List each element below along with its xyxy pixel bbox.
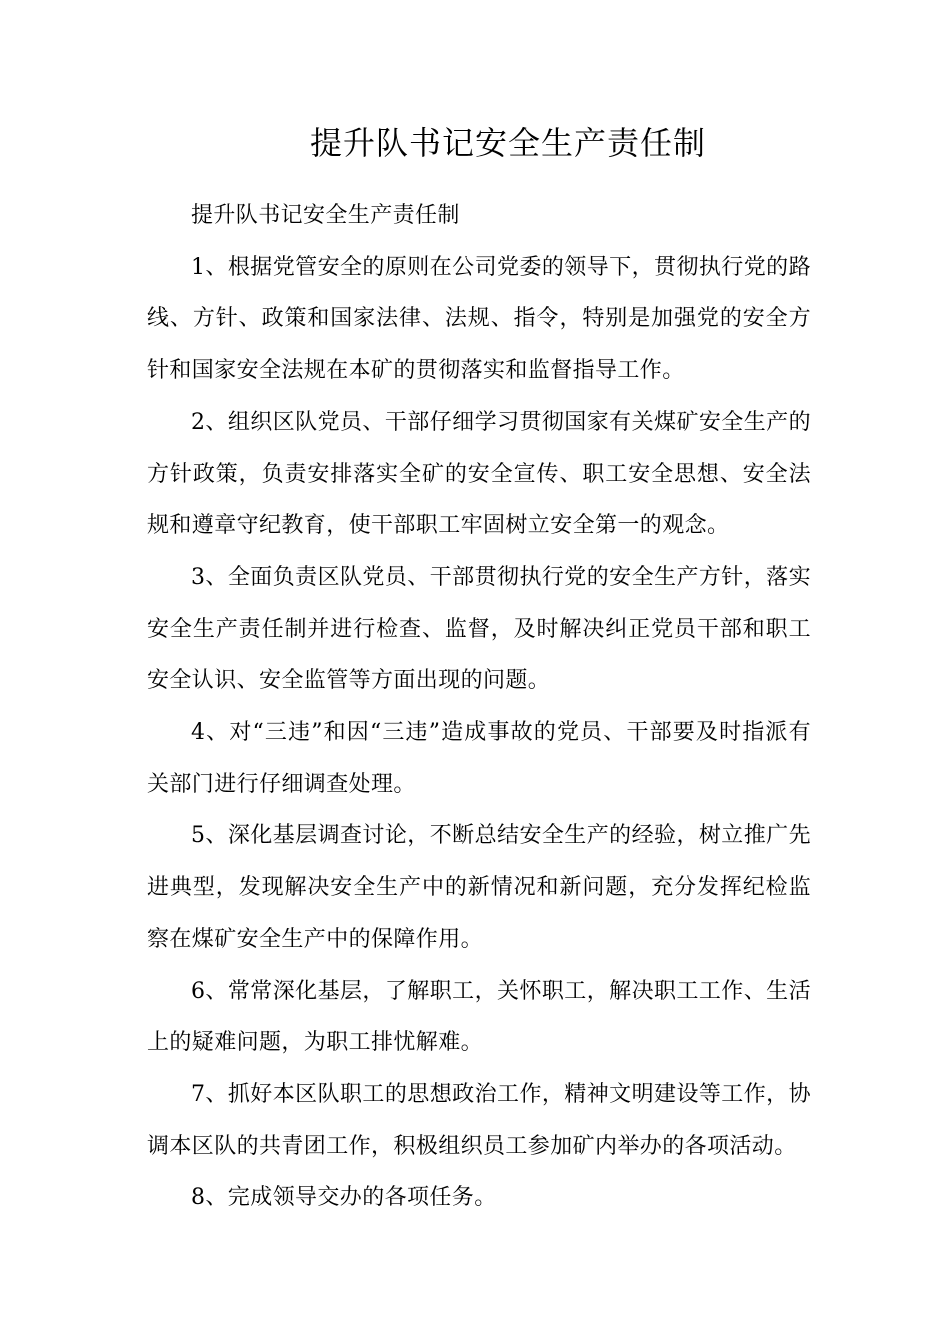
clause-5: 5、深化基层调查讨论，不断总结安全生产的经验，树立推广先进典型，发现解决安全生产中的新情况和新问题，充分发挥纪检监察在煤矿安全生产中的保障作用。 [147, 823, 811, 952]
clause-7: 7、抓好本区队职工的思想政治工作，精神文明建设等工作，协调本区队的共青团工作，积极组织员工参加矿内举办的各项活动。 [147, 1081, 811, 1159]
clause-8: 8、完成领导交办的各项任务。 [191, 1185, 497, 1211]
clause-3: 3、全面负责区队党员、干部贯彻执行党的安全生产方针，落实安全生产责任制并进行检查、监督，及时解决纠正党员干部和职工安全认识、安全监管等方面出现的问题。 [147, 564, 811, 694]
clause-6: 6、常常深化基层，了解职工，关怀职工，解决职工工作、生活上的疑难问题，为职工排忧解难。 [147, 978, 811, 1056]
document-title: 提升队书记安全生产责任制 [309, 124, 706, 162]
clause-2: 2、组织区队党员、干部仔细学习贯彻国家有关煤矿安全生产的方针政策，负责安排落实全矿的安全宣传、职工安全思想、安全法规和遵章守纪教育，使干部职工牢固树立安全第一的观念。 [147, 409, 811, 539]
clause-1: 1、根据党管安全的原则在公司党委的领导下，贯彻执行党的路线、方针、政策和国家法律、法规、指令，特别是加强党的安全方针和国家安全法规在本矿的贯彻落实和监督指导工作。 [147, 254, 811, 384]
subtitle-paragraph: 提升队书记安全生产责任制 [191, 203, 460, 228]
clause-4: 4、对“三违”和因“三违”造成事故的党员、干部要及时指派有关部门进行仔细调查处理。 [147, 720, 811, 797]
document-body [147, 190, 811, 1224]
